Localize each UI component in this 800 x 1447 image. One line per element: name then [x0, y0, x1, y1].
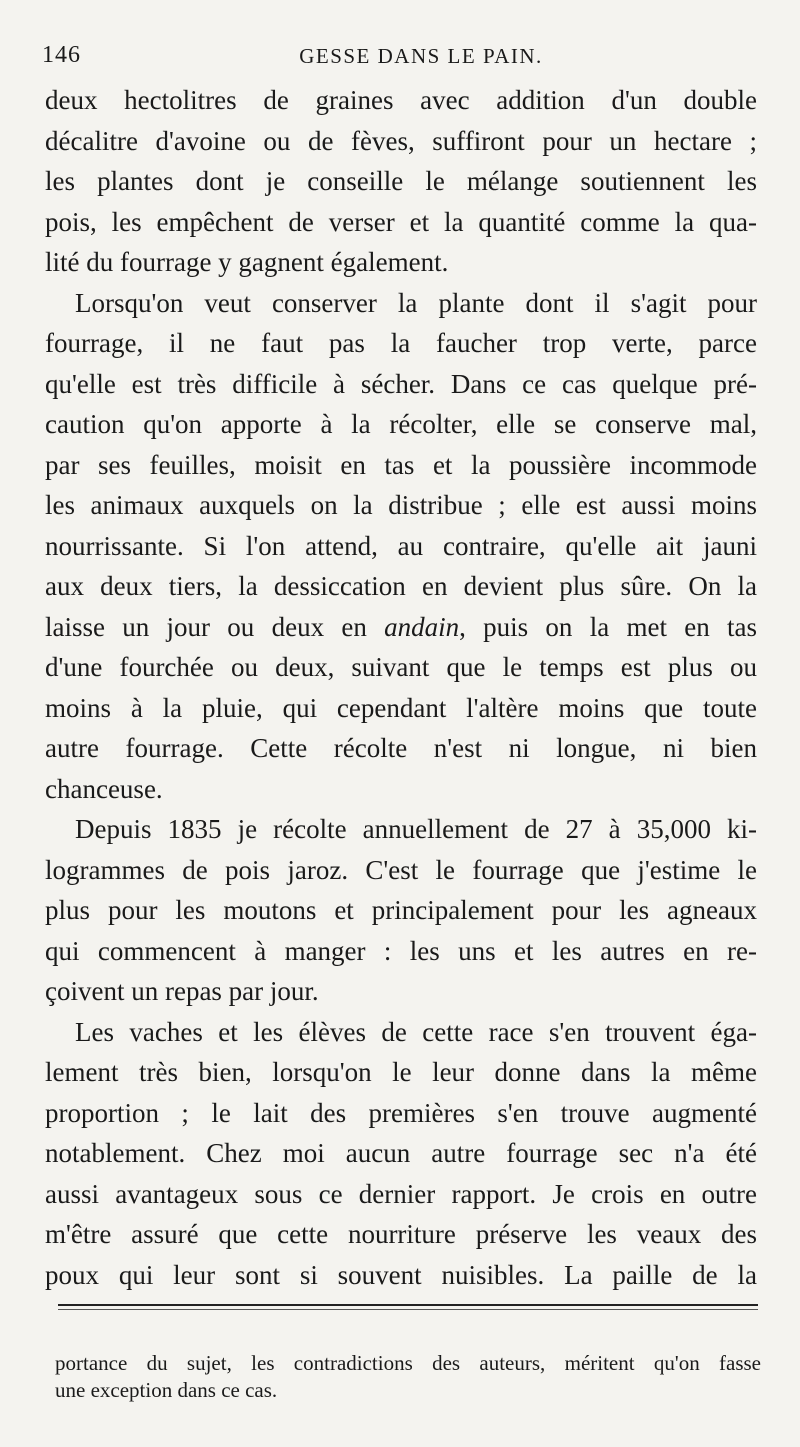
text-line: deux hectolitres de graines avec addition d'un double	[45, 85, 757, 115]
text-line: çoivent un repas par jour.	[45, 976, 319, 1006]
running-head	[42, 42, 760, 82]
paragraph-4	[45, 1012, 757, 1296]
text-segment: , puis on la met en tas	[459, 611, 757, 642]
text-line: logrammes de pois jaroz. C'est le fourrage que j'estime le	[45, 854, 757, 885]
running-title: GESSE DANS LE PAIN.	[299, 44, 543, 68]
text-line: Lorsqu'on veut conserver la plante dont il s'agit pour	[75, 287, 757, 318]
text-line: Depuis 1835 je récolte annuellement de 27 à 35,000 ki-	[75, 814, 757, 844]
text-line: pois, les empêchent de verser et la quantité comme la qua-	[45, 206, 757, 237]
paragraph-2	[45, 283, 757, 810]
text-line: autre fourrage. Cette récolte n'est ni longue, ni bien	[45, 733, 757, 763]
text-line: les plantes dont je conseille le mélange soutiennent les	[45, 166, 757, 196]
paragraph-3	[45, 809, 757, 1012]
text-line: lité du fourrage y gagnent également.	[45, 247, 449, 277]
text-line: lement très bien, lorsqu'on le leur donne dans la même	[45, 1057, 757, 1087]
text-line: Les vaches et les élèves de cette race s'en trouvent éga-	[75, 1016, 757, 1047]
page-number: 146	[42, 42, 81, 68]
footnote-line: une exception dans ce cas.	[55, 1378, 278, 1402]
italic-term: andain	[384, 611, 460, 642]
text-line: d'une fourchée ou deux, suivant que le temps est plus ou	[45, 652, 757, 682]
text-line-with-italic	[45, 607, 757, 648]
text-line: proportion ; le lait des premières s'en trouve augmenté	[45, 1097, 757, 1128]
text-line: fourrage, il ne faut pas la faucher trop verte, parce	[45, 328, 757, 358]
text-line: poux qui leur sont si souvent nuisibles. La paille de la	[45, 1259, 757, 1290]
text-line: notablement. Chez moi aucun autre fourrage sec n'a été	[45, 1138, 757, 1168]
text-line: moins à la pluie, qui cependant l'altère moins que toute	[45, 692, 757, 723]
footnote	[55, 1350, 761, 1404]
text-line: par ses feuilles, moisit en tas et la poussière incommode	[45, 449, 757, 480]
text-line: décalitre d'avoine ou de fèves, suffiront pour un hectare ;	[45, 125, 757, 156]
text-line: caution qu'on apporte à la récolter, elle se conserve mal,	[45, 409, 757, 439]
text-line: m'être assuré que cette nourriture préserve les veaux des	[45, 1219, 757, 1249]
text-line: plus pour les moutons et principalement pour les agneaux	[45, 895, 757, 925]
text-line: aux deux tiers, la dessiccation en devient plus sûre. On la	[45, 571, 757, 601]
paragraph-1	[45, 80, 757, 283]
footnote-line: portance du sujet, les contradictions des auteurs, méritent qu'on fasse	[55, 1351, 761, 1375]
text-line: chanceuse.	[45, 773, 163, 804]
text-line: nourrissante. Si l'on attend, au contraire, qu'elle ait jauni	[45, 530, 757, 561]
text-line: qu'elle est très difficile à sécher. Dans ce cas quelque pré-	[45, 368, 757, 399]
body-text	[45, 80, 757, 1295]
text-line: les animaux auxquels on la distribue ; elle est aussi moins	[45, 490, 757, 520]
text-line: qui commencent à manger : les uns et les autres en re-	[45, 935, 757, 966]
footnote-divider	[58, 1304, 758, 1310]
text-segment: laisse un jour ou deux en	[45, 611, 367, 642]
text-line: aussi avantageux sous ce dernier rapport. Je crois en outre	[45, 1178, 757, 1209]
